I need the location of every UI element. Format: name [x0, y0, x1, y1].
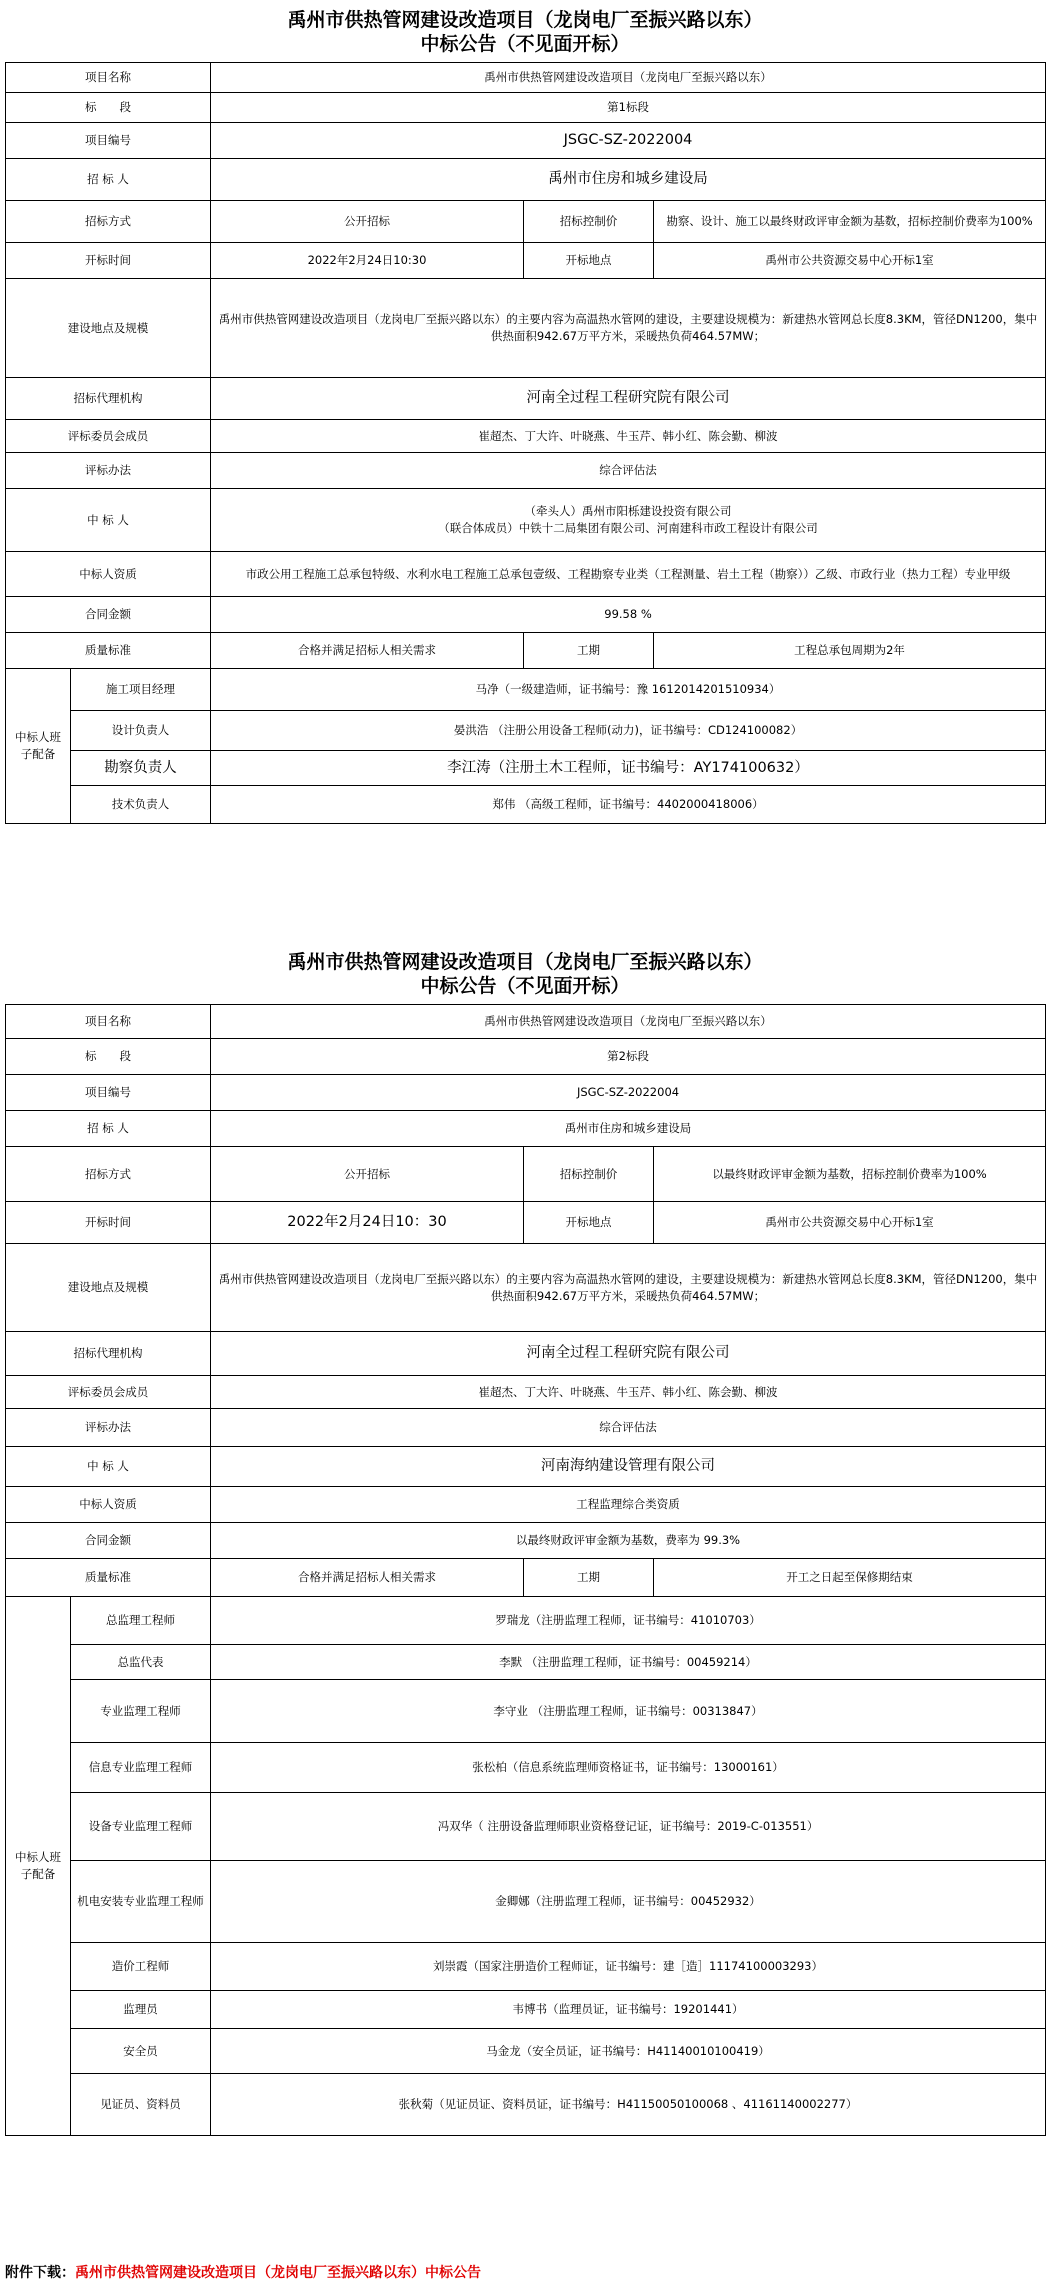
- lot-value: 第2标段: [211, 1039, 1046, 1075]
- attachment-label: 附件下载：: [5, 2265, 75, 2281]
- row-label: 标 段: [6, 1039, 211, 1075]
- table-row: [6, 243, 1046, 279]
- table-row: [6, 669, 1046, 711]
- team-role: 总监理工程师: [71, 1597, 211, 1645]
- control-price-value: 以最终财政评审金额为基数，招标控制价费率为100%: [654, 1147, 1046, 1202]
- row-label: 质量标准: [6, 1559, 211, 1597]
- amount-value: 以最终财政评审金额为基数，费率为 99.3%: [211, 1523, 1046, 1559]
- agency-value: 河南全过程工程研究院有限公司: [211, 1332, 1046, 1376]
- agency-value: 河南全过程工程研究院有限公司: [211, 378, 1046, 420]
- row-label: 招 标 人: [6, 159, 211, 201]
- qualification-value: 市政公用工程施工总承包特级、水利水电工程施工总承包壹级、工程勘察专业类（工程测量、岩土工程（勘察））乙级、市政行业（热力工程）专业甲级: [211, 552, 1046, 597]
- project-name-value: 禹州市供热管网建设改造项目（龙岗电厂至振兴路以东）: [211, 1005, 1046, 1039]
- notice-section-1: [5, 8, 1045, 824]
- open-time-value: 2022年2月24日10:30: [211, 243, 524, 279]
- row-label: 招标控制价: [524, 1147, 654, 1202]
- row-label: 合同金额: [6, 1523, 211, 1559]
- row-label: 招标控制价: [524, 201, 654, 243]
- amount-value: 99.58 %: [211, 597, 1046, 633]
- team-role: 机电安装专业监理工程师: [71, 1861, 211, 1943]
- row-label: 开标时间: [6, 1202, 211, 1244]
- row-label: 工期: [524, 1559, 654, 1597]
- table-row: [6, 2029, 1046, 2074]
- table-row: [6, 453, 1046, 489]
- team-person: 冯双华（ 注册设备监理师职业资格登记证，证书编号：2019-C-013551）: [211, 1793, 1046, 1861]
- team-person: 金卿娜（注册监理工程师，证书编号：00452932）: [211, 1861, 1046, 1943]
- team-label: 中标人班子配备: [6, 1597, 71, 2136]
- table-row: [6, 1376, 1046, 1409]
- table-row: [6, 63, 1046, 93]
- table-row: [6, 1991, 1046, 2029]
- winner-value: [211, 489, 1046, 552]
- table-row: [6, 633, 1046, 669]
- table-row: [6, 1075, 1046, 1111]
- location-value: 禹州市供热管网建设改造项目（龙岗电厂至振兴路以东）的主要内容为高温热水管网的建设，主要建设规模为：新建热水管网总长度8.3KM，管径DN1200，集中供热面积942.67万平方米，采暖热负荷464.57MW；: [211, 1244, 1046, 1332]
- row-label: 评标委员会成员: [6, 420, 211, 453]
- project-no-value: JSGC-SZ-2022004: [211, 123, 1046, 159]
- table-row: [6, 1244, 1046, 1332]
- table-row: [6, 1332, 1046, 1376]
- project-name-value: 禹州市供热管网建设改造项目（龙岗电厂至振兴路以东）: [211, 63, 1046, 93]
- notice-title-line2: 中标公告（不见面开标）: [420, 975, 630, 997]
- notice-title-line2: 中标公告（不见面开标）: [420, 33, 630, 55]
- team-role: 监理员: [71, 1991, 211, 2029]
- table-row: [6, 1793, 1046, 1861]
- period-value: 开工之日起至保修期结束: [654, 1559, 1046, 1597]
- row-label: 中标人资质: [6, 552, 211, 597]
- row-label: 招标方式: [6, 1147, 211, 1202]
- table-row: [6, 711, 1046, 751]
- row-label: 质量标准: [6, 633, 211, 669]
- team-role: 技术负责人: [71, 786, 211, 824]
- committee-value: 崔超杰、丁大许、叶晓燕、牛玉芹、韩小红、陈会勤、柳波: [211, 1376, 1046, 1409]
- notice-section-2: [5, 950, 1045, 2136]
- row-label: 开标地点: [524, 243, 654, 279]
- table-row: [6, 1559, 1046, 1597]
- table-row: [6, 1147, 1046, 1202]
- team-person: 李江涛（注册土木工程师，证书编号：AY174100632）: [211, 751, 1046, 786]
- period-value: 工程总承包周期为2年: [654, 633, 1046, 669]
- team-person: 李守业 （注册监理工程师，证书编号：00313847）: [211, 1680, 1046, 1743]
- team-person: 郑伟 （高级工程师，证书编号：4402000418006）: [211, 786, 1046, 824]
- team-role: 总监代表: [71, 1645, 211, 1680]
- team-person: 韦博书（监理员证，证书编号：19201441）: [211, 1991, 1046, 2029]
- row-label: 项目编号: [6, 123, 211, 159]
- quality-value: 合格并满足招标人相关需求: [211, 633, 524, 669]
- table-row: [6, 159, 1046, 201]
- table-row: [6, 378, 1046, 420]
- team-person: 张秋菊（见证员证、资料员证，证书编号：H41150050100068 、41161140002277）: [211, 2074, 1046, 2136]
- open-place-value: 禹州市公共资源交易中心开标1室: [654, 1202, 1046, 1244]
- row-label: 招标代理机构: [6, 378, 211, 420]
- team-role: 设计负责人: [71, 711, 211, 751]
- table-row: [6, 1039, 1046, 1075]
- table-row: [6, 279, 1046, 378]
- team-role: 见证员、资料员: [71, 2074, 211, 2136]
- row-label: 开标时间: [6, 243, 211, 279]
- team-role: 造价工程师: [71, 1943, 211, 1991]
- team-person: 马金龙（安全员证，证书编号：H41140010100419）: [211, 2029, 1046, 2074]
- table-row: [6, 1645, 1046, 1680]
- notice-table-2: [5, 1004, 1046, 2136]
- team-person: 张松柏（信息系统监理师资格证书，证书编号：13000161）: [211, 1743, 1046, 1793]
- row-label: 合同金额: [6, 597, 211, 633]
- row-label: 中 标 人: [6, 1447, 211, 1487]
- table-row: [6, 552, 1046, 597]
- tenderer-value: 禹州市住房和城乡建设局: [211, 1111, 1046, 1147]
- eval-method-value: 综合评估法: [211, 1409, 1046, 1447]
- row-label: 评标委员会成员: [6, 1376, 211, 1409]
- table-row: [6, 93, 1046, 123]
- table-row: [6, 786, 1046, 824]
- location-value: 禹州市供热管网建设改造项目（龙岗电厂至振兴路以东）的主要内容为高温热水管网的建设，主要建设规模为：新建热水管网总长度8.3KM，管径DN1200，集中供热面积942.67万平方米，采暖热负荷464.57MW；: [211, 279, 1046, 378]
- table-row: [6, 1447, 1046, 1487]
- team-role: 安全员: [71, 2029, 211, 2074]
- table-row: [6, 1743, 1046, 1793]
- team-person: 罗瑞龙（注册监理工程师，证书编号：41010703）: [211, 1597, 1046, 1645]
- qualification-value: 工程监理综合类资质: [211, 1487, 1046, 1523]
- team-person: 晏洪浩 （注册公用设备工程师(动力)，证书编号：CD124100082）: [211, 711, 1046, 751]
- quality-value: 合格并满足招标人相关需求: [211, 1559, 524, 1597]
- row-label: 项目名称: [6, 63, 211, 93]
- row-label: 开标地点: [524, 1202, 654, 1244]
- table-row: [6, 1202, 1046, 1244]
- row-label: 招标方式: [6, 201, 211, 243]
- table-row: [6, 1409, 1046, 1447]
- attachment-download: [5, 2262, 481, 2282]
- table-row: [6, 597, 1046, 633]
- notice-title-line1: 禹州市供热管网建设改造项目（龙岗电厂至振兴路以东）: [287, 951, 763, 973]
- winner-line-2: （联合体成员）中铁十二局集团有限公司、河南建科市政工程设计有限公司: [438, 521, 818, 535]
- team-person: 李默 （注册监理工程师，证书编号：00459214）: [211, 1645, 1046, 1680]
- open-time-value: 2022年2月24日10：30: [211, 1202, 524, 1244]
- team-role: 勘察负责人: [71, 751, 211, 786]
- row-label: 工期: [524, 633, 654, 669]
- table-row: [6, 123, 1046, 159]
- table-row: [6, 1597, 1046, 1645]
- table-row: [6, 1005, 1046, 1039]
- eval-method-value: 综合评估法: [211, 453, 1046, 489]
- tenderer-value: 禹州市住房和城乡建设局: [211, 159, 1046, 201]
- lot-value: 第1标段: [211, 93, 1046, 123]
- row-label: 项目名称: [6, 1005, 211, 1039]
- table-row: [6, 1523, 1046, 1559]
- method-value: 公开招标: [211, 1147, 524, 1202]
- notice-title-line1: 禹州市供热管网建设改造项目（龙岗电厂至振兴路以东）: [287, 9, 763, 31]
- team-role: 设备专业监理工程师: [71, 1793, 211, 1861]
- table-row: [6, 420, 1046, 453]
- table-row: [6, 1943, 1046, 1991]
- row-label: 标 段: [6, 93, 211, 123]
- row-label: 建设地点及规模: [6, 279, 211, 378]
- control-price-value: 勘察、设计、施工以最终财政评审金额为基数，招标控制价费率为100%: [654, 201, 1046, 243]
- winner-line-1: （牵头人）禹州市阳栎建设投资有限公司: [524, 504, 732, 518]
- row-label: 中 标 人: [6, 489, 211, 552]
- row-label: 中标人资质: [6, 1487, 211, 1523]
- table-row: [6, 2074, 1046, 2136]
- table-row: [6, 1111, 1046, 1147]
- team-person: 马净（一级建造师，证书编号：豫 1612014201510934）: [211, 669, 1046, 711]
- row-label: 招标代理机构: [6, 1332, 211, 1376]
- project-no-value: JSGC-SZ-2022004: [211, 1075, 1046, 1111]
- row-label: 评标办法: [6, 1409, 211, 1447]
- team-person: 刘崇霞（国家注册造价工程师证，证书编号：建［造］11174100003293）: [211, 1943, 1046, 1991]
- row-label: 招 标 人: [6, 1111, 211, 1147]
- row-label: 建设地点及规模: [6, 1244, 211, 1332]
- team-role: 施工项目经理: [71, 669, 211, 711]
- committee-value: 崔超杰、丁大许、叶晓燕、牛玉芹、韩小红、陈会勤、柳波: [211, 420, 1046, 453]
- team-label: 中标人班子配备: [6, 669, 71, 824]
- table-row: [6, 1680, 1046, 1743]
- attachment-link[interactable]: 禹州市供热管网建设改造项目（龙岗电厂至振兴路以东）中标公告: [75, 2265, 481, 2281]
- winner-value: 河南海纳建设管理有限公司: [211, 1447, 1046, 1487]
- method-value: 公开招标: [211, 201, 524, 243]
- team-role: 专业监理工程师: [71, 1680, 211, 1743]
- row-label: 项目编号: [6, 1075, 211, 1111]
- team-role: 信息专业监理工程师: [71, 1743, 211, 1793]
- notice-table-1: [5, 62, 1046, 824]
- table-row: [6, 201, 1046, 243]
- table-row: [6, 1861, 1046, 1943]
- row-label: 评标办法: [6, 453, 211, 489]
- table-row: [6, 489, 1046, 552]
- table-row: [6, 751, 1046, 786]
- open-place-value: 禹州市公共资源交易中心开标1室: [654, 243, 1046, 279]
- table-row: [6, 1487, 1046, 1523]
